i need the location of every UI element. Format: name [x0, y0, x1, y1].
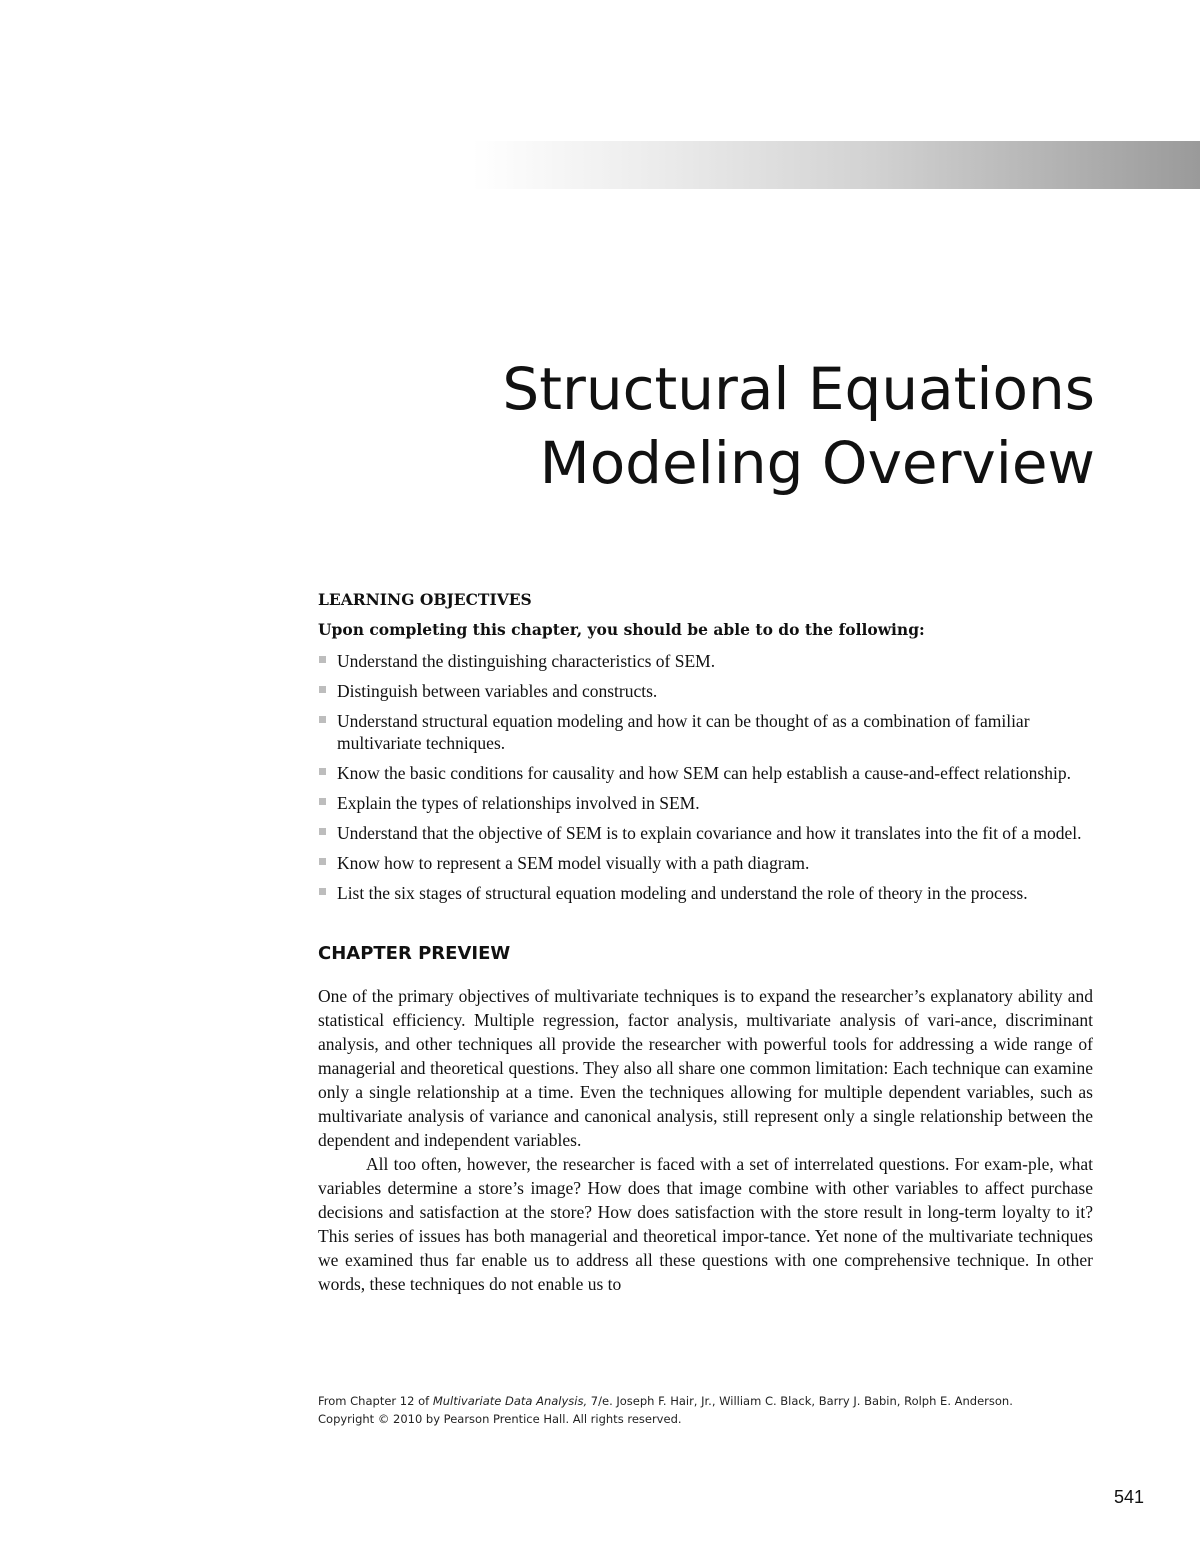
preview-paragraph: All too often, however, the researcher is faced with a set of interrelated questions. For exam-ple, what variables determine a store’s image? How does that image combine with other variables to affect purchase decisions and satisfaction at the store? How does satisfaction with the store result in long-term loyalty to it? This series of issues has both managerial and theoretical impor-tance. Yet none of the multivariate techniques we examined thus far enable us to address all these questions with one comprehensive technique. In other words, these techniques do not enable us to: [318, 1154, 1093, 1294]
objective-text: List the six stages of structural equation modeling and understand the role of theory in the process.: [337, 883, 1028, 903]
learning-objectives-list: [318, 650, 1093, 904]
objective-text: Explain the types of relationships involved in SEM.: [337, 793, 700, 813]
footnote-prefix: From Chapter 12 of: [318, 1394, 433, 1408]
objective-item: [318, 822, 1093, 844]
footnote-copyright: Copyright © 2010 by Pearson Prentice Hall. All rights reserved.: [318, 1412, 682, 1426]
footnote-suffix: 7/e. Joseph F. Hair, Jr., William C. Black, Barry J. Babin, Rolph E. Anderson.: [587, 1394, 1013, 1408]
footnote-book-title: Multivariate Data Analysis,: [432, 1394, 588, 1408]
footnote-source-line: [318, 1392, 1118, 1410]
square-bullet-icon: [319, 888, 326, 895]
objective-item: [318, 792, 1093, 814]
objective-text: Know how to represent a SEM model visually with a path diagram.: [337, 853, 810, 873]
chapter-title-line: Modeling Overview: [539, 429, 1095, 497]
objective-item: [318, 650, 1093, 672]
chapter-title-line: Structural Equations: [502, 355, 1095, 423]
objective-text: Understand the distinguishing characteristics of SEM.: [337, 651, 716, 671]
chapter-title: [295, 352, 1095, 500]
objective-item: [318, 852, 1093, 874]
objective-text: Understand structural equation modeling and how it can be thought of as a combination of familiar multivariate techniques.: [337, 711, 1030, 753]
square-bullet-icon: [319, 828, 326, 835]
square-bullet-icon: [319, 656, 326, 663]
learning-objectives-intro: Upon completing this chapter, you should be able to do the following:: [318, 620, 925, 639]
square-bullet-icon: [319, 768, 326, 775]
square-bullet-icon: [319, 798, 326, 805]
objective-text: Know the basic conditions for causality and how SEM can help establish a cause-and-effect relationship.: [337, 763, 1071, 783]
objective-text: Understand that the objective of SEM is to explain covariance and how it translates into the fit of a model.: [337, 823, 1082, 843]
objective-item: [318, 710, 1093, 754]
objective-text: Distinguish between variables and constructs.: [337, 681, 658, 701]
square-bullet-icon: [319, 686, 326, 693]
source-footnote: [318, 1392, 1118, 1428]
objective-item: [318, 882, 1093, 904]
chapter-preview-heading: CHAPTER PREVIEW: [318, 943, 511, 964]
preview-paragraph: One of the primary objectives of multivariate techniques is to expand the researcher’s explanatory ability and statistical efficiency. Multiple regression, factor analysis, multivariate analysis of vari-ance, discriminant analysis, and other techniques all provide the researcher with powerful tools for addressing a wide range of managerial and theoretical questions. They also all share one common limitation: Each technique can examine only a single relationship at a time. Even the techniques allowing for multiple dependent variables, such as multivariate analysis of variance and canonical analysis, still represent only a single relationship between the dependent and independent variables.: [318, 986, 1093, 1150]
square-bullet-icon: [319, 716, 326, 723]
page-number: 541: [1113, 1487, 1144, 1507]
square-bullet-icon: [319, 858, 326, 865]
objective-item: [318, 762, 1093, 784]
learning-objectives-heading: LEARNING OBJECTIVES: [318, 590, 532, 609]
header-gradient-bar: [472, 141, 1200, 189]
objective-item: [318, 680, 1093, 702]
page-content: [318, 588, 1093, 1296]
